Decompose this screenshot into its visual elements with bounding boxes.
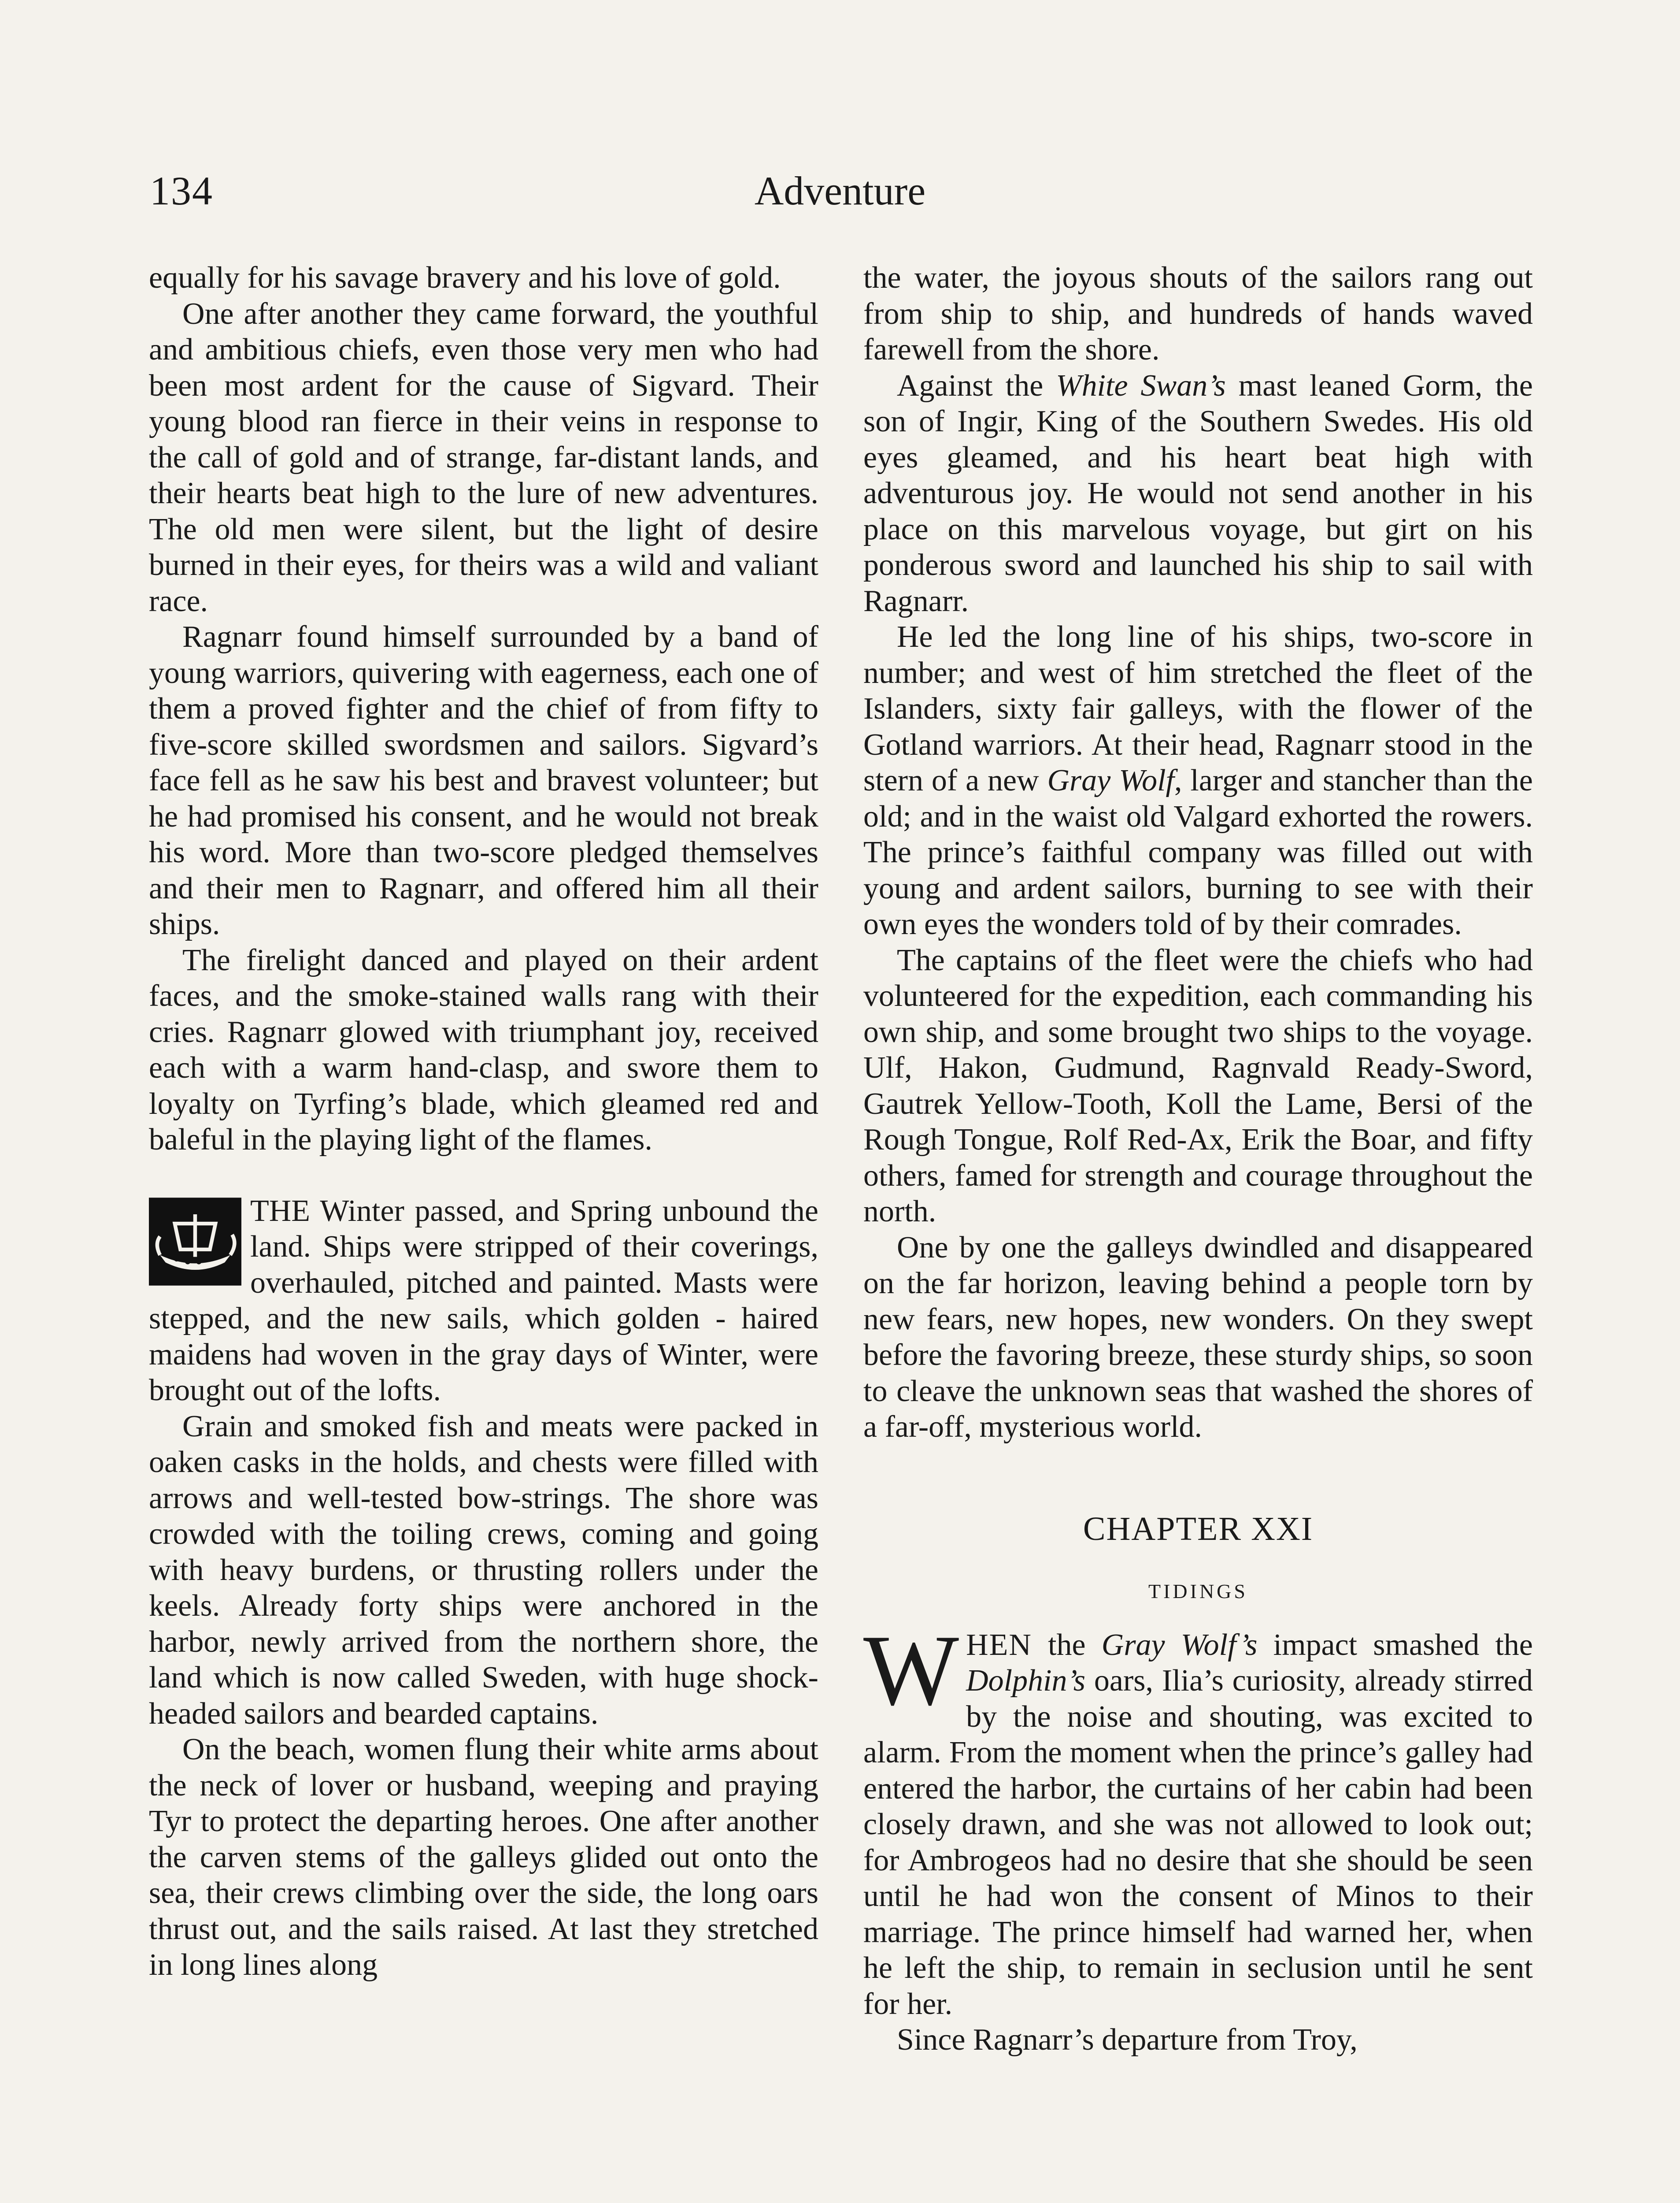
paragraph: Grain and smoked fish and meats were packed in oaken casks in the holds, and chests were filled with arrows and well-tested bow-strings. The shore was crowded with the toiling crews, coming and going with heavy burdens, or thrusting rollers under the keels. Already forty ships were anchored in the harbor, newly arrived from the northern shore, the land which is now called Sweden, with huge shock-headed sailors and bearded captains. <box>149 1409 818 1731</box>
paragraph: THE Winter passed, and Spring unbound the land. Ships were stripped of their coverings, overhauled, pitched and painted. Masts were stepped, and the new sails, which golden - haired maidens had woven in the gray days of Winter, were brought out of the lofts. <box>149 1194 818 1407</box>
paragraph: the water, the joyous shouts of the sailors rang out from ship to ship, and hundreds of hands waved farewell from the shore. <box>863 261 1533 367</box>
paragraph: The captains of the fleet were the chiefs who had volunteered for the expedition, each commanding his own ship, and some brought two ships to the voyage. Ulf, Hakon, Gudmund, Ragnvald Ready-Sword, Gautrek Yellow-Tooth, Koll the Lame, Bersi of the Rough Tongue, Rolf Red-Ax, Erik the Boar, and fifty others, famed for strength and courage throughout the north. <box>863 943 1533 1228</box>
text-run: the <box>1032 1628 1102 1662</box>
text-run: , larger and stancher than the old; and in the waist old Valgard exhorted the rowers. The prince’s faithful company was filled out with young and ardent sailors, burning to see with their own eyes the wonders told of by their comrades. <box>863 764 1533 941</box>
section-opening <box>149 1193 818 1409</box>
section-break <box>149 1158 818 1193</box>
paragraph: One by one the galleys dwindled and disappeared on the far horizon, leaving behind a people torn by new fears, new hopes, new wonders. On they swept before the favoring breeze, these sturdy ships, so soon to cleave the unknown seas that washed the shores of a far-off, mysterious world. <box>863 1230 1533 1444</box>
paragraph <box>863 368 1533 619</box>
paragraph: The firelight danced and played on their ardent faces, and the smoke-stained walls rang with their cries. Ragnarr glowed with triumphant joy, received each with a warm hand-clasp, and swore them to loyalty on Tyrfing’s blade, which gleamed red and baleful in the playing light of the flames. <box>149 943 818 1157</box>
ship-name: Gray Wolf’s <box>1101 1628 1258 1662</box>
left-column <box>149 260 818 1983</box>
paragraph: equally for his savage bravery and his love of gold. <box>149 261 781 295</box>
paragraph <box>863 619 1533 942</box>
text-run: Against the <box>897 368 1056 403</box>
ship-name: White Swan’s <box>1056 368 1226 403</box>
ship-name: Gray Wolf <box>1047 764 1174 797</box>
text-run: mast leaned Gorm, the son of Ingir, King of the Southern Swedes. His old eyes gleamed, and his heart beat high with adventurous joy. He would not send another in his place on this marvelous voyage, but girt on his ponderous sword and launched his ship to sail with Ragnarr. <box>863 368 1533 618</box>
chapter-title: CHAPTER XXI <box>1083 1510 1314 1547</box>
running-title: Adventure <box>754 168 926 213</box>
text-run: impact smashed the <box>1257 1628 1533 1662</box>
chapter-subtitle: TIDINGS <box>1148 1580 1248 1602</box>
text-run: He led the long line of his ships, two-score in number; and west of him stretched the fleet of the Islanders, sixty fair galleys, with the flower of the Gotland warriors. At their head, Ragnarr stood in the stern of a new <box>863 620 1533 797</box>
paragraph: One after another they came forward, the youthful and ambitious chiefs, even those very men who had been most ardent for the cause of Sigvard. Their young blood ran fierce in their veins in response to the call of gold and of strange, far-distant lands, and their hearts beat high to the lure of new adventures. The old men were silent, but the light of desire burned in their eyes, for theirs was a wild and valiant race. <box>149 297 818 618</box>
viking-ship-icon <box>149 1198 241 1286</box>
ship-name: Dolphin’s <box>966 1664 1086 1698</box>
paragraph: Since Ragnarr’s departure from Troy, <box>897 2023 1358 2057</box>
text-run: oars, Ilia’s curiosity, already stirred by the noise and shouting, was excited to alarm. From the moment when the prince’s galley had entered the harbor, the curtains of her cabin had been closely drawn, and she was not allowed to look out; for Ambrogeos had no desire that she should be seen until he had won the consent of Minos to their marriage. The prince himself had warned her, when he left the ship, to remain in seclusion until he sent for her. <box>863 1664 1533 2021</box>
paragraph: On the beach, women flung their white arms about the neck of lover or husband, weeping and praying Tyr to protect the departing heroes. One after another the carven stems of the galleys glided out onto the sea, their crews climbing over the side, the long oars thrust out, and the sails raised. At last they stretched in long lines along <box>149 1732 818 1982</box>
paragraph: Ragnarr found himself surrounded by a band of young warriors, quivering with eagerness, each one of them a proved fighter and the chief of from fifty to five-score skilled swordsmen and sailors. Sigvard’s face fell as he saw his best and bravest volunteer; but he had promised his consent, and he would not break his word. More than two-score pledged themselves and their men to Ragnarr, and offered him all their ships. <box>149 620 818 941</box>
text-run: HEN <box>966 1628 1032 1662</box>
drop-cap: W <box>863 1613 959 1726</box>
page-number: 134 <box>150 168 213 213</box>
page-header <box>0 167 1680 220</box>
paragraph <box>863 1613 1533 2022</box>
right-column <box>863 260 1533 2058</box>
